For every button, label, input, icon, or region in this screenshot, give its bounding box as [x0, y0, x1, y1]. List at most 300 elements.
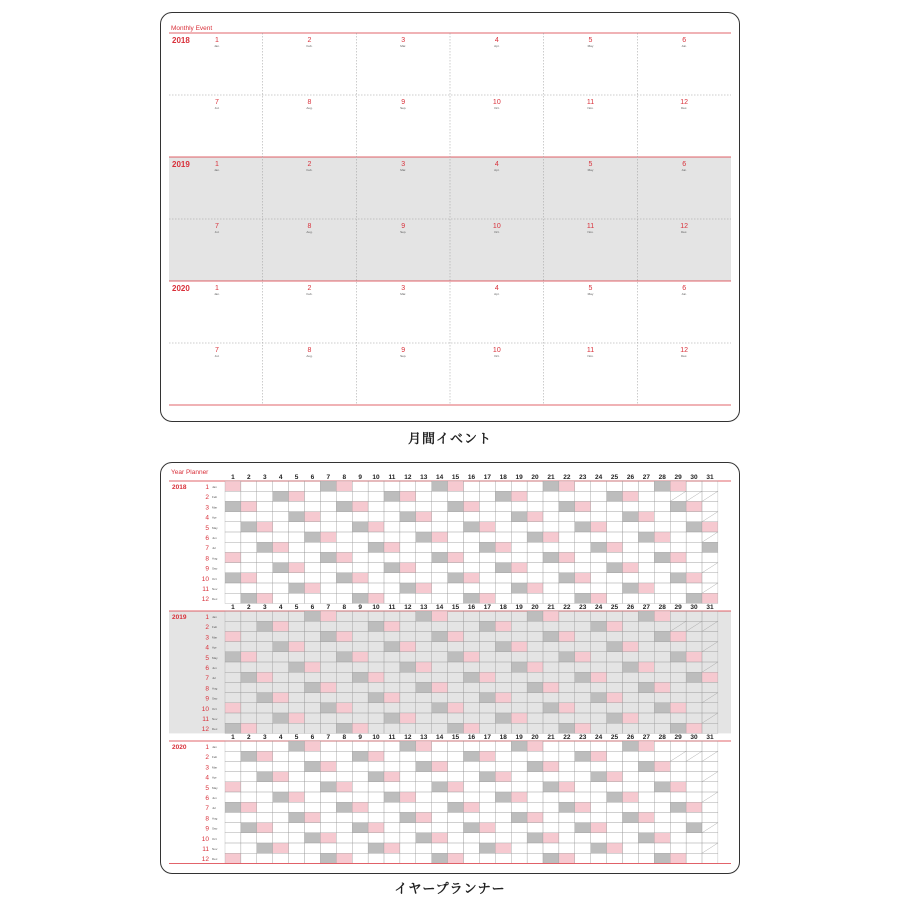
day-cell [559, 573, 575, 583]
day-cell [479, 693, 495, 703]
day-cell [495, 761, 511, 771]
day-cell [638, 853, 654, 863]
day-cell [448, 853, 464, 863]
day-cell [400, 563, 416, 573]
day-cell [543, 703, 559, 713]
year-label: 2020 [172, 284, 190, 293]
day-cell [527, 522, 543, 532]
day-cell [559, 843, 575, 853]
day-cell [686, 672, 702, 682]
day-header: 17 [483, 734, 491, 741]
day-cell [384, 542, 400, 552]
day-cell [241, 563, 257, 573]
day-cell [575, 593, 591, 603]
page-heading: Monthly Event [171, 25, 213, 32]
day-cell [607, 802, 623, 812]
day-cell [432, 542, 448, 552]
day-header: 25 [610, 604, 619, 611]
day-cell [305, 611, 321, 621]
month-number: 1 [215, 285, 219, 292]
day-cell [352, 823, 368, 833]
day-header: 14 [436, 734, 444, 741]
day-cell [416, 853, 432, 863]
day-cell [575, 552, 591, 562]
day-cell [623, 593, 639, 603]
day-cell [416, 823, 432, 833]
day-cell [257, 772, 273, 782]
day-cell [448, 723, 464, 733]
day-cell [305, 522, 321, 532]
day-cell [591, 853, 607, 863]
day-cell [320, 631, 336, 641]
day-cell [368, 761, 384, 771]
month-abbr: Jan [212, 615, 217, 619]
day-cell [289, 833, 305, 843]
day-header: 31 [706, 734, 714, 741]
day-cell [686, 802, 702, 812]
day-cell [257, 583, 273, 593]
month-abbr: May [212, 525, 218, 530]
day-cell [495, 532, 511, 542]
day-cell [511, 713, 527, 723]
day-cell [464, 751, 480, 761]
day-cell [448, 833, 464, 843]
day-header: 23 [579, 734, 587, 741]
day-cell [479, 522, 495, 532]
day-cell [607, 542, 623, 552]
day-cell [241, 652, 257, 662]
day-cell [448, 751, 464, 761]
day-cell [448, 761, 464, 771]
day-cell [464, 583, 480, 593]
day-cell [511, 802, 527, 812]
day-cell [448, 542, 464, 552]
day-cell [670, 501, 686, 511]
day-cell [638, 741, 654, 751]
day-cell [638, 662, 654, 672]
day-cell [527, 812, 543, 822]
day-cell [607, 573, 623, 583]
month-number: 7 [215, 223, 219, 230]
day-cell [575, 833, 591, 843]
day-cell [479, 621, 495, 631]
day-cell [686, 583, 702, 593]
day-header: 3 [262, 474, 267, 481]
month-abbr: Dec. [681, 354, 688, 358]
day-cell [511, 532, 527, 542]
day-cell [495, 542, 511, 552]
day-cell [511, 833, 527, 843]
day-cell [591, 522, 607, 532]
day-header: 10 [372, 474, 380, 481]
day-cell [368, 522, 384, 532]
day-cell [273, 741, 289, 751]
day-cell [273, 693, 289, 703]
day-cell [305, 843, 321, 853]
month-number: 3 [205, 504, 209, 512]
month-abbr: May [212, 785, 218, 790]
month-number: 6 [205, 665, 209, 672]
day-header: 1 [231, 604, 235, 611]
day-cell [305, 501, 321, 511]
day-cell [241, 723, 257, 733]
day-cell [257, 552, 273, 562]
day-cell [432, 532, 448, 542]
month-number: 6 [682, 37, 687, 44]
day-cell [559, 512, 575, 522]
day-cell [352, 802, 368, 812]
day-cell [336, 563, 352, 573]
day-cell [702, 812, 718, 822]
day-cell [479, 741, 495, 751]
day-cell [225, 563, 241, 573]
nonexistent-day-slash [702, 563, 718, 573]
day-cell [654, 542, 670, 552]
day-cell [289, 853, 305, 863]
day-cell [352, 843, 368, 853]
day-cell [305, 583, 321, 593]
day-cell [241, 833, 257, 843]
day-cell [241, 772, 257, 782]
month-number: 2 [205, 494, 209, 502]
day-cell [241, 792, 257, 802]
day-cell [670, 631, 686, 641]
day-cell [384, 782, 400, 792]
day-cell [670, 703, 686, 713]
day-cell [241, 542, 257, 552]
day-cell [464, 672, 480, 682]
day-cell [368, 833, 384, 843]
day-cell [686, 481, 702, 491]
day-cell [527, 751, 543, 761]
day-cell [638, 522, 654, 532]
day-cell [638, 583, 654, 593]
day-cell [257, 481, 273, 491]
year-label: 2019 [172, 160, 190, 169]
day-cell [575, 512, 591, 522]
day-cell [591, 672, 607, 682]
day-cell [686, 522, 702, 532]
day-cell [495, 751, 511, 761]
day-cell [225, 741, 241, 751]
day-header: 11 [388, 734, 396, 741]
day-cell [289, 642, 305, 652]
day-cell [527, 512, 543, 522]
day-cell [257, 823, 273, 833]
day-cell [384, 563, 400, 573]
day-cell [400, 713, 416, 723]
day-cell [575, 761, 591, 771]
month-abbr: Aug. [306, 354, 313, 358]
day-cell [654, 833, 670, 843]
day-cell [320, 583, 336, 593]
day-cell [670, 843, 686, 853]
day-cell [273, 512, 289, 522]
day-cell [638, 782, 654, 792]
day-cell [654, 741, 670, 751]
day-header: 1 [231, 474, 235, 481]
day-cell [670, 802, 686, 812]
year-planner-page [160, 462, 740, 874]
day-cell [686, 563, 702, 573]
day-cell [368, 843, 384, 853]
day-cell [654, 631, 670, 641]
day-cell [368, 512, 384, 522]
day-header: 25 [610, 734, 619, 741]
day-cell [623, 662, 639, 672]
day-cell [575, 792, 591, 802]
day-cell [448, 631, 464, 641]
day-cell [368, 501, 384, 511]
day-cell [559, 593, 575, 603]
day-cell [273, 843, 289, 853]
day-header: 31 [706, 604, 714, 611]
day-header: 9 [358, 604, 362, 611]
day-cell [336, 573, 352, 583]
day-cell [495, 501, 511, 511]
day-cell [543, 751, 559, 761]
month-number: 5 [205, 784, 209, 792]
day-cell [638, 812, 654, 822]
day-cell [257, 741, 273, 751]
month-abbr: Feb [212, 495, 218, 500]
month-number: 3 [205, 634, 209, 642]
day-cell [257, 542, 273, 552]
day-cell [591, 812, 607, 822]
day-cell [543, 843, 559, 853]
day-cell [495, 552, 511, 562]
day-header: 24 [595, 474, 603, 481]
day-cell [607, 593, 623, 603]
day-cell [273, 812, 289, 822]
day-header: 18 [499, 734, 507, 741]
day-cell [273, 583, 289, 593]
day-header: 14 [436, 474, 444, 481]
day-cell [352, 563, 368, 573]
day-cell [352, 573, 368, 583]
day-cell [448, 532, 464, 542]
month-abbr: Apr [212, 515, 217, 520]
day-cell [384, 621, 400, 631]
day-cell [575, 772, 591, 782]
month-number: 6 [682, 285, 687, 292]
nonexistent-day-slash [702, 491, 718, 501]
day-cell [448, 823, 464, 833]
day-cell [686, 843, 702, 853]
day-cell [225, 772, 241, 782]
day-cell [670, 723, 686, 733]
day-cell [336, 703, 352, 713]
day-cell [336, 491, 352, 501]
day-cell [527, 853, 543, 863]
day-cell [384, 802, 400, 812]
day-cell [527, 843, 543, 853]
day-cell [432, 741, 448, 751]
month-abbr: Feb. [306, 44, 313, 48]
day-cell [320, 833, 336, 843]
day-cell [464, 532, 480, 542]
day-cell [225, 501, 241, 511]
day-cell [527, 772, 543, 782]
day-header: 4 [278, 474, 283, 481]
day-cell [479, 542, 495, 552]
day-cell [495, 573, 511, 583]
monthly-event-page [160, 12, 740, 422]
month-abbr: Oct [212, 706, 217, 711]
day-cell [273, 552, 289, 562]
day-cell [591, 693, 607, 703]
day-cell [654, 512, 670, 522]
day-cell [527, 682, 543, 692]
month-abbr: Dec. [681, 106, 688, 110]
day-cell [448, 491, 464, 501]
day-cell [336, 751, 352, 761]
day-cell [432, 833, 448, 843]
day-cell [702, 741, 718, 751]
day-cell [384, 593, 400, 603]
day-cell [607, 621, 623, 631]
day-cell [559, 703, 575, 713]
day-cell [591, 843, 607, 853]
day-cell [623, 522, 639, 532]
nonexistent-day-slash [702, 512, 718, 522]
day-cell [543, 741, 559, 751]
day-cell [638, 512, 654, 522]
day-cell [273, 782, 289, 792]
day-cell [607, 563, 623, 573]
day-cell [336, 812, 352, 822]
nonexistent-day-slash [670, 751, 686, 761]
day-header: 5 [294, 604, 299, 611]
day-cell [654, 812, 670, 822]
day-cell [638, 491, 654, 501]
day-cell [225, 491, 241, 501]
day-header: 7 [326, 474, 331, 481]
day-cell [543, 573, 559, 583]
day-cell [543, 491, 559, 501]
day-cell [432, 481, 448, 491]
day-cell [559, 751, 575, 761]
day-cell [320, 703, 336, 713]
day-cell [511, 481, 527, 491]
day-cell [225, 703, 241, 713]
month-number: 5 [205, 654, 209, 662]
day-cell [432, 563, 448, 573]
day-cell [416, 812, 432, 822]
day-header: 13 [420, 734, 428, 741]
day-cell [670, 741, 686, 751]
day-cell [686, 573, 702, 583]
day-cell [336, 761, 352, 771]
day-cell [543, 532, 559, 542]
day-cell [352, 741, 368, 751]
day-cell [448, 501, 464, 511]
day-cell [257, 782, 273, 792]
month-abbr: Dec. [681, 230, 688, 234]
month-abbr: Jun [212, 536, 217, 540]
month-abbr: Mar [212, 635, 218, 640]
day-cell [670, 792, 686, 802]
day-cell [225, 542, 241, 552]
day-cell [336, 802, 352, 812]
day-cell [320, 501, 336, 511]
day-cell [638, 792, 654, 802]
day-cell [686, 542, 702, 552]
day-cell [607, 532, 623, 542]
day-cell [511, 491, 527, 501]
day-cell [384, 741, 400, 751]
day-cell [305, 823, 321, 833]
day-cell [320, 542, 336, 552]
day-cell [273, 761, 289, 771]
nonexistent-day-slash [686, 751, 702, 761]
day-cell [670, 782, 686, 792]
day-cell [638, 802, 654, 812]
nonexistent-day-slash [702, 792, 718, 802]
day-cell [305, 772, 321, 782]
day-cell [305, 792, 321, 802]
day-cell [464, 812, 480, 822]
day-cell [511, 741, 527, 751]
month-number: 1 [215, 37, 219, 44]
monthly-event-grid [161, 13, 739, 421]
month-abbr: Mar [212, 765, 218, 770]
day-cell [686, 552, 702, 562]
day-cell [305, 593, 321, 603]
day-cell [638, 611, 654, 621]
month-number: 3 [401, 161, 406, 168]
day-cell [623, 713, 639, 723]
month-number: 4 [494, 37, 499, 44]
day-cell [464, 501, 480, 511]
day-cell [686, 782, 702, 792]
day-cell [511, 792, 527, 802]
day-cell [241, 741, 257, 751]
day-cell [400, 512, 416, 522]
day-cell [527, 573, 543, 583]
day-cell [479, 552, 495, 562]
day-cell [670, 522, 686, 532]
day-cell [432, 593, 448, 603]
day-cell [623, 512, 639, 522]
day-cell [273, 542, 289, 552]
day-cell [527, 552, 543, 562]
month-number: 8 [307, 347, 312, 354]
day-cell [289, 593, 305, 603]
day-cell [320, 563, 336, 573]
month-number: 3 [205, 764, 209, 772]
day-cell [400, 792, 416, 802]
month-number: 6 [205, 795, 209, 802]
day-cell [241, 782, 257, 792]
day-cell [336, 542, 352, 552]
day-cell [336, 631, 352, 641]
day-cell [320, 573, 336, 583]
day-cell [511, 563, 527, 573]
day-cell [336, 772, 352, 782]
day-cell [320, 481, 336, 491]
day-cell [336, 741, 352, 751]
day-cell [416, 573, 432, 583]
day-cell [416, 611, 432, 621]
day-header: 27 [642, 734, 650, 741]
day-cell [368, 621, 384, 631]
day-cell [575, 542, 591, 552]
month-number: 12 [680, 223, 689, 230]
day-cell [638, 593, 654, 603]
day-cell [273, 573, 289, 583]
day-cell [448, 812, 464, 822]
